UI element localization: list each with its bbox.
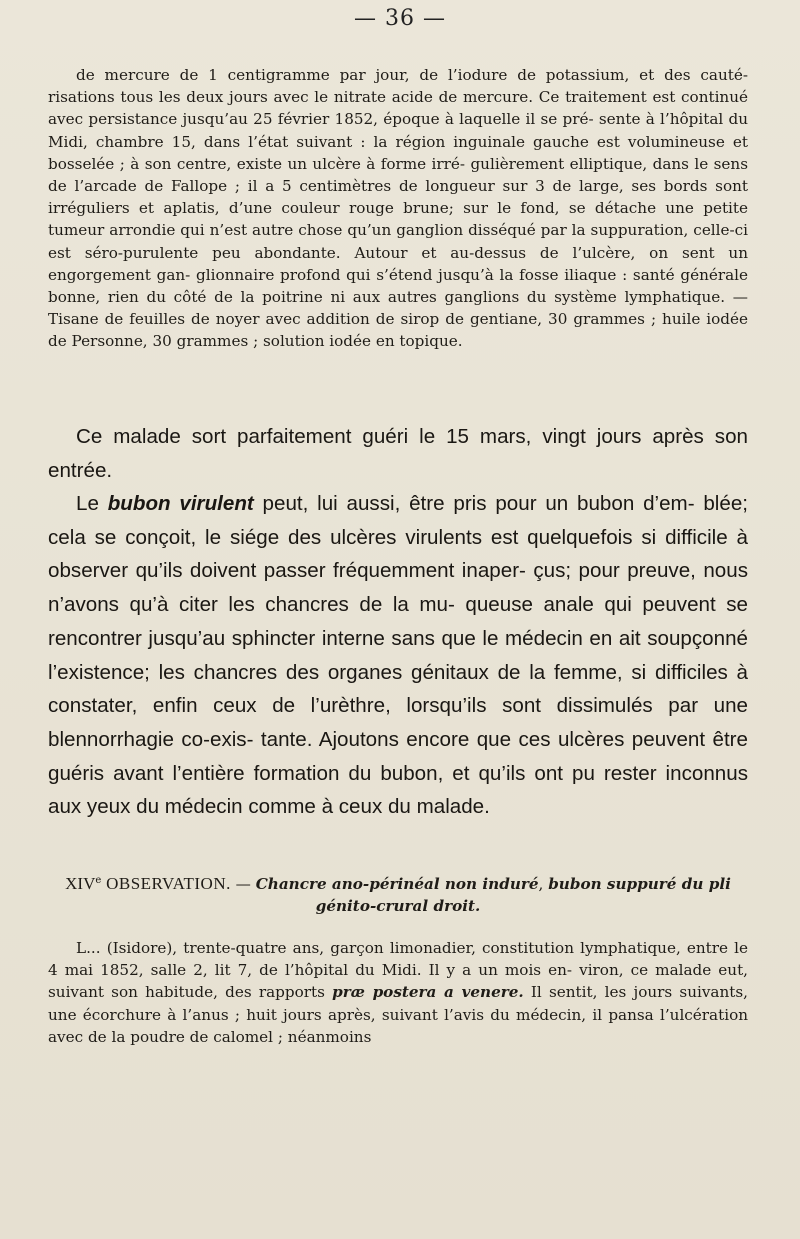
p3-rest: peut, lui aussi, être pris pour un bubon d’em- blée; cela se conçoit, le siége des ulcères virulents est quelquefois si difficile à observer qu’ils doivent passer fréquemment inaper- çus; pour preuve, nous n’avons qu’à citer les chancres de la mu- queuse anale qui peuvent se rencontrer jusqu’au sphincter interne sans que le médecin en ait soupçonné l’existence; les chancres des organes génitaux de la femme, si difficiles à constater, enfin ceux de l’urèthre, lorsqu’ils sont dissimulés par une blennorrhagie co-exis- tante. Ajoutons encore que ces ulcères peuvent être guéris avant l’entière formation du bubon, et qu’ils ont pu rester inconnus aux yeux du médecin comme à ceux du malade. <box>48 492 748 819</box>
observation-heading <box>48 870 748 917</box>
p3-lead: Le <box>76 492 108 515</box>
paragraph-case-treatment: de mercure de 1 centigramme par jour, de l’iodure de potassium, et des cauté- risations tous les deux jours avec le nitrate acide de mercure. Ce traitement est continué avec persistance jusqu’au 25 février 1852, époque à laquelle il se pré- sente à l’hôpital du Midi, chambre 15, dans l’état suivant : la région inguinale gauche est volumineuse et bosselée ; à son centre, existe un ulcère à forme irré- gulièrement elliptique, dans le sens de l’arcade de Fallope ; il a 5 centimètres de longueur sur 3 de large, ses bords sont irréguliers et aplatis, d’une couleur rouge brune; sur le fond, se détache une petite tumeur arrondie qui n’est autre chose qu’un ganglion disséqué par la suppuration, celle-ci est séro-purulente peu abondante. Autour et au-dessus de l’ulcère, on sent un engorgement gan- glionnaire profond qui s’étend jusqu’à la fosse iliaque : santé générale bonne, rien du côté de la poitrine ni aux autres ganglions du système lymphatique. — Tisane de feuilles de noyer avec addition de sirop de gentiane, 30 grammes ; huile iodée de Personne, 30 grammes ; solution iodée en topique. <box>48 66 748 351</box>
p4-italic-latin: præ postera a venere. <box>332 983 524 1002</box>
observation-label: OBSERVATION. <box>106 874 231 894</box>
p3-italic-term: bubon virulent <box>107 492 254 515</box>
paragraph-bubon-virulent <box>48 487 748 824</box>
paragraph-patient-cured: Ce malade sort parfaitement guéri le 15 mars, vingt jours après son entrée. <box>48 425 748 482</box>
observation-title-part-2: bubon suppuré du pli génito-crural droit. <box>315 875 731 916</box>
observation-number-suffix: e <box>95 875 102 886</box>
paragraph-patient-history <box>48 937 748 1048</box>
p4-lead: L... (Isidore), trente-quatre ans, garçon limonadier, constitution lymphatique, entre le 4 mai 1852, salle 2, lit 7, de l’hôpital du Midi. Il y a un mois en- viron, ce malade eut, suivant son habitude, des rapports <box>48 939 748 1002</box>
observation-comma: , <box>538 875 549 894</box>
observation-number: XIV <box>65 874 96 894</box>
observation-title-part-1: Chancre ano-périnéal non induré <box>255 875 539 894</box>
p4-rest: Il sentit, les jours suivants, une écorchure à l’anus ; huit jours après, suivant l’avis du médecin, il pansa l’ulcération avec de la poudre de calomel ; néanmoins <box>48 983 748 1046</box>
page-number: — 36 — <box>354 6 446 31</box>
observation-dash: — <box>230 875 256 894</box>
